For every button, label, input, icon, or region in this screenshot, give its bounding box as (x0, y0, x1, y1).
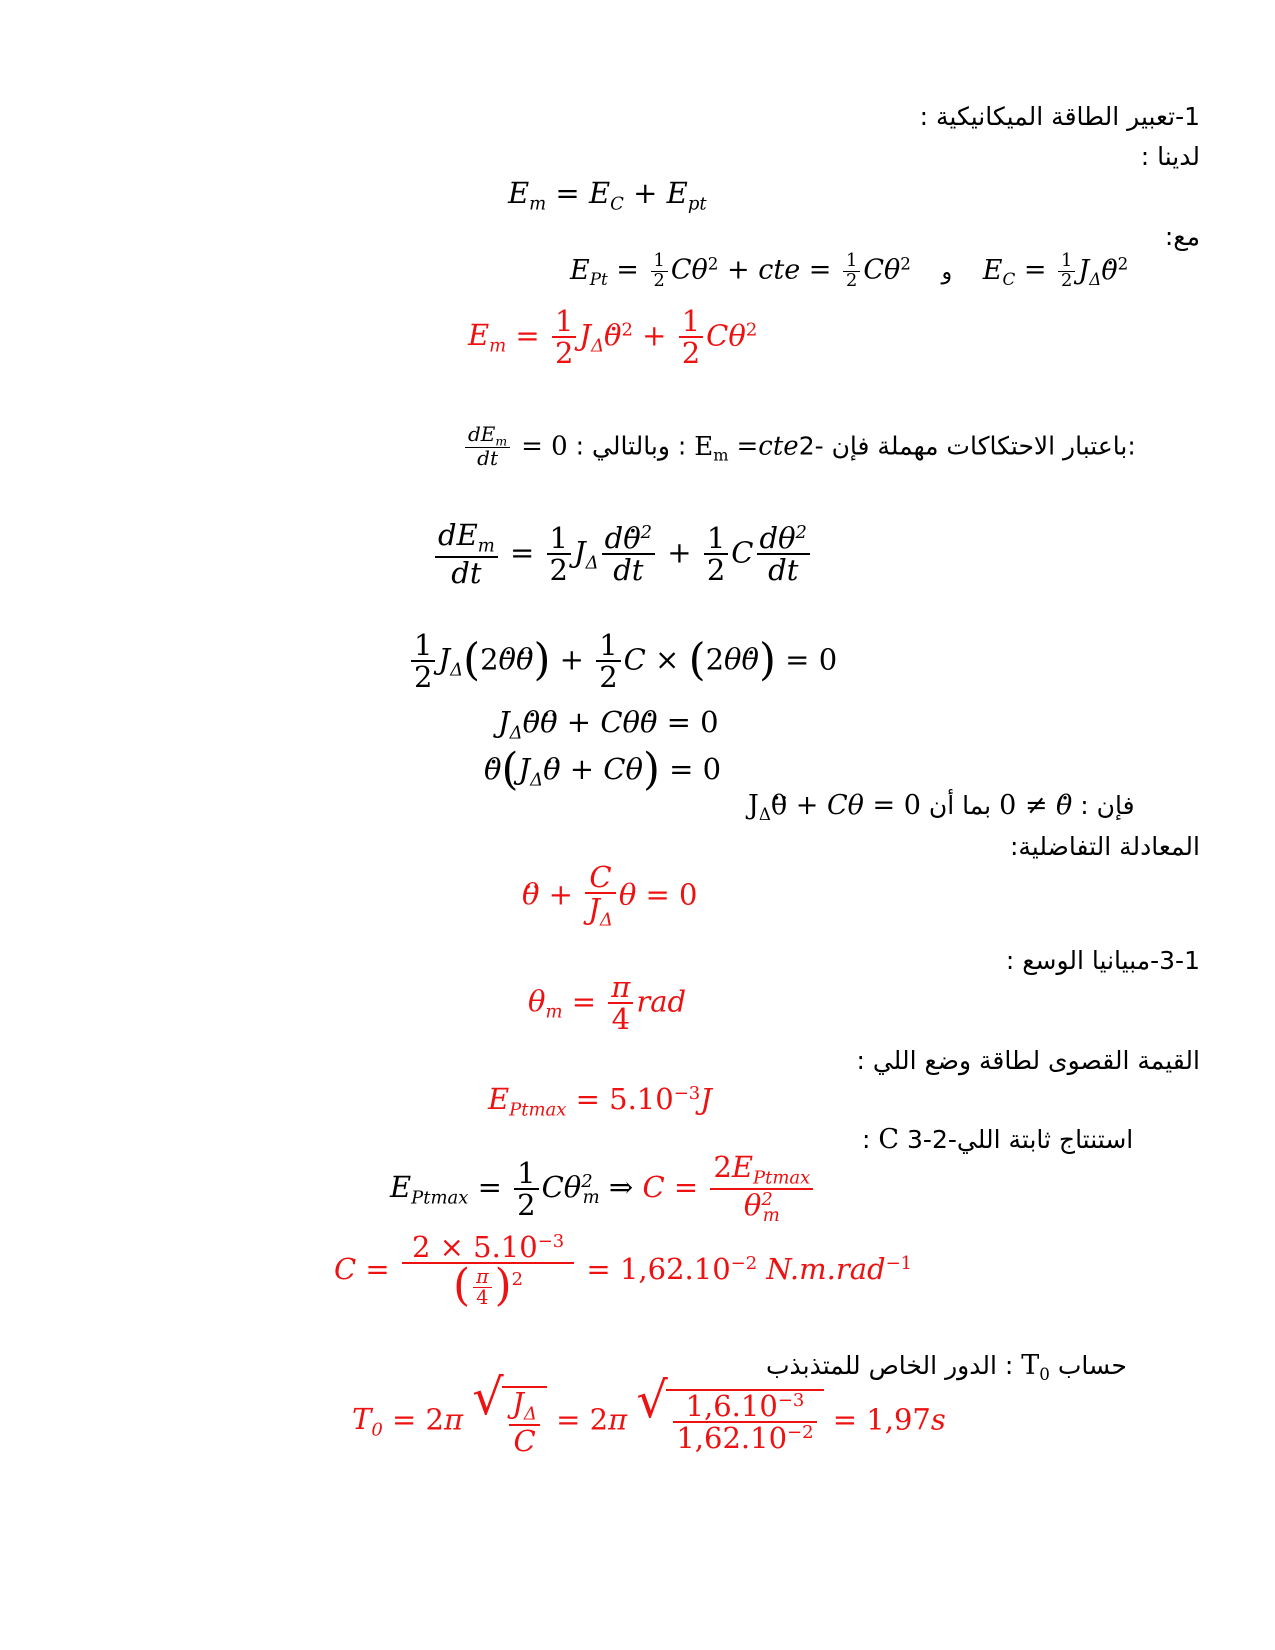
eq-c-value: C = $2 \times 5.10^{-3}$ ( $\frac{\pi}{4}$ )$^2$ = $1,62.10^{-2}$ N.m.rad$^{-1}$ (334, 1230, 913, 1312)
eq-factored: θ $.(J_\Delta\theta$ .. + Cθ) = 0 (484, 745, 721, 795)
section31-title: 3-1-مبيانيا الوسع : (1005, 946, 1200, 975)
section32-line: : C 3-2-استنتاج ثابتة اللي (862, 1124, 1134, 1155)
section2-line: $\frac{dE_m}{dt}$ = 0 : وبالتالي : $E_m =cte2-$ باعتبار الاحتكاكات مهملة فإن: (462, 424, 1136, 469)
eq-ept-ec: $E_{Pt}$ = $\frac{1}{2}$ $C\theta^2$ + cte = $\frac{1}{2}$ $C\theta^2$ و $E_C$ = $\frac{1}{2}$ $J_\Delta\theta$ .$^2$ (570, 252, 1128, 290)
hisab-line: الدور الخاص للمتذبذب : $T_0$ حساب (766, 1350, 1127, 1384)
qima-text: القيمة القصوى لطاقة وضع اللي : (856, 1046, 1200, 1075)
eq-derivative-expanded: $\frac{1}{2}$ $J_\Delta(2\theta$ .θ ..) + $\frac{1}{2}$ C × (2θθ .) = 0 (408, 630, 837, 693)
section2-text: 2- باعتبار الاحتكاكات مهملة فإن: (798, 431, 1136, 461)
eq-simplified: $J_\Delta\theta$ .θ .. + Cθθ . = 0 (498, 705, 719, 743)
bima-anna-line: $J_\Delta\theta$ .. + Cθ = 0 فإن : θ . ≠ 0 بما أن (748, 790, 1135, 824)
eq-eptmax-c: $E_{Ptmax}$ = $\frac{1}{2}$ $C\theta^2_m$ ⇒ C = $\frac{2E_{Ptmax}}{\theta^2_m}$ (390, 1152, 816, 1226)
eq-dem-dt: $\frac{dE_m}{dt}$ = $\frac{1}{2}$ $J_\Delta$ $\frac{d\theta .^2}{dt}$ + $\frac{1}{2}$ C $\frac{d\theta^2}{dt}$ (432, 520, 813, 589)
maa-text: مع: (1164, 222, 1200, 251)
diff-eq-title: المعادلة التفاضلية: (1009, 832, 1200, 861)
eq-t0: $T_0 = 2\pi$ √ $\frac{J_\Delta}{C}$ = 2π √ $\frac{1,6.10^{-3}}{1,62.10^{-2}}$ = 1,97s (352, 1368, 946, 1459)
section32-title: 3-2-استنتاج ثابتة اللي (907, 1125, 1134, 1154)
section1-title: 1-تعبير الطاقة الميكانيكية : (919, 102, 1200, 131)
ladayna-text: لدينا : (1140, 142, 1200, 171)
eq-eptmax: $E_{Ptmax} = 5.10^{-3}J$ (488, 1082, 712, 1121)
eq-theta-m: $\theta_m$ = $\frac{\pi}{4}$ rad (528, 970, 687, 1037)
eq-differential: θ .. + $\frac{C}{J_\Delta}$ θ = 0 (522, 862, 698, 931)
wa-text: و (941, 259, 953, 285)
eq-em-sum: $E_m = E_C + E_{pt}$ (508, 176, 707, 215)
eq-em-result: $E_m$ = $\frac{1}{2}$ $J_\Delta\theta$ .$^2$ + $\frac{1}{2}$ $C\theta^2$ (468, 306, 757, 369)
